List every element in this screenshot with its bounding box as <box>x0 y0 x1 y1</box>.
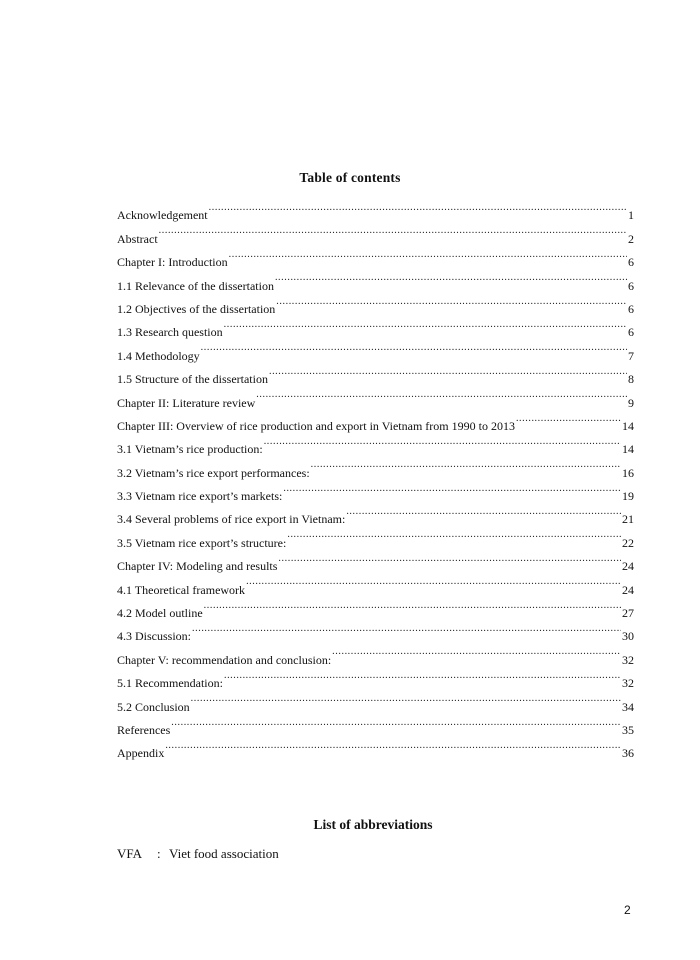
toc-entry-label: References <box>117 722 171 737</box>
toc-entry-label: Chapter IV: Modeling and results <box>117 559 278 574</box>
toc-entry[interactable] <box>117 711 634 737</box>
toc-entry-page: 14 <box>622 418 634 433</box>
toc-entry[interactable] <box>117 687 634 714</box>
toc-entry-page: 34 <box>622 699 634 714</box>
toc-entry[interactable] <box>117 734 634 761</box>
page-number: 2 <box>624 903 631 917</box>
toc-entry-label: 3.1 Vietnam’s rice production: <box>117 442 263 457</box>
toc-entry-label: 5.1 Recommendation: <box>117 676 223 691</box>
toc-entry-page: 27 <box>622 606 634 621</box>
abbreviation-item <box>117 846 279 862</box>
abbreviation-separator: : <box>157 846 161 861</box>
toc-entry-page: 36 <box>622 746 634 761</box>
toc-entry-page: 8 <box>628 372 634 387</box>
toc-dot-leader <box>171 711 621 734</box>
toc-entry-label: Chapter V: recommendation and conclusion: <box>117 652 332 667</box>
toc-entry-page: 24 <box>622 582 634 597</box>
toc-entry[interactable] <box>117 640 634 667</box>
toc-entry-page: 24 <box>622 559 634 574</box>
toc-entry-page: 7 <box>628 348 634 363</box>
toc-entry-page: 21 <box>622 512 634 527</box>
toc-entry-page: 6 <box>628 301 634 316</box>
toc-entry-label: Chapter II: Literature review <box>117 395 256 410</box>
toc-dot-leader <box>264 430 621 453</box>
toc-entry-label: 1.5 Structure of the dissertation <box>117 372 268 387</box>
toc-entry-page: 6 <box>628 325 634 340</box>
toc-dot-leader <box>516 407 621 430</box>
toc-dot-leader <box>201 336 627 359</box>
toc-entry-label: Appendix <box>117 746 165 761</box>
toc-entry[interactable] <box>117 219 634 246</box>
abbreviations-title: List of abbreviations <box>313 817 433 832</box>
toc-entry-label: 4.2 Model outline <box>117 606 203 621</box>
toc-entry-page: 32 <box>622 676 634 691</box>
toc-entry-label: Chapter III: Overview of rice production and export in Vietnam from 1990 to 2013 <box>117 418 515 433</box>
toc-entry-page: 2 <box>628 231 634 246</box>
toc-entry[interactable] <box>117 243 634 270</box>
toc-entry-label: 3.5 Vietnam rice export’s structure: <box>117 535 287 550</box>
toc-dot-leader <box>246 570 621 593</box>
toc-dot-leader <box>283 477 621 500</box>
toc-dot-leader <box>276 290 627 313</box>
toc-entry-page: 9 <box>628 395 634 410</box>
toc-entry[interactable] <box>117 196 634 223</box>
toc-dot-leader <box>224 313 627 336</box>
toc-entry-page: 19 <box>622 489 634 504</box>
toc-entry-label: Acknowledgement <box>117 208 208 223</box>
toc-entry-page: 32 <box>622 652 634 667</box>
toc-dot-leader <box>275 266 627 289</box>
toc-dot-leader <box>287 523 621 546</box>
toc-dot-leader <box>346 500 621 523</box>
toc-dot-leader <box>269 360 627 383</box>
toc-dot-leader <box>311 453 621 476</box>
toc-dot-leader <box>192 617 621 640</box>
toc-entry-label: 1.3 Research question <box>117 325 223 340</box>
toc-dot-leader <box>204 594 621 617</box>
toc-entry-label: 1.2 Objectives of the dissertation <box>117 301 276 316</box>
toc-entry-page: 6 <box>628 255 634 270</box>
toc-dot-leader <box>209 196 627 219</box>
toc-entry-page: 22 <box>622 535 634 550</box>
abbreviation-code: VFA <box>117 846 143 861</box>
toc-entry-label: 3.2 Vietnam’s rice export performances: <box>117 465 310 480</box>
toc-entry-label: Abstract <box>117 231 158 246</box>
toc-list <box>117 196 634 761</box>
toc-dot-leader <box>224 664 621 687</box>
toc-entry-page: 30 <box>622 629 634 644</box>
toc-dot-leader <box>278 547 621 570</box>
toc-dot-leader <box>165 734 621 757</box>
toc-title: Table of contents <box>299 170 401 185</box>
toc-entry-label: 3.4 Several problems of rice export in Vietnam: <box>117 512 346 527</box>
toc-dot-leader <box>159 219 627 242</box>
toc-entry-page: 35 <box>622 722 634 737</box>
toc-entry-page: 6 <box>628 278 634 293</box>
toc-entry-label: 5.2 Conclusion <box>117 699 190 714</box>
toc-entry[interactable] <box>117 617 634 644</box>
toc-dot-leader <box>229 243 627 266</box>
toc-entry-label: 3.3 Vietnam rice export’s markets: <box>117 489 283 504</box>
toc-entry-label: Chapter I: Introduction <box>117 255 228 270</box>
toc-entry-label: 4.3 Discussion: <box>117 629 192 644</box>
toc-dot-leader <box>332 640 621 663</box>
toc-dot-leader <box>191 687 621 710</box>
toc-entry-page: 14 <box>622 442 634 457</box>
abbreviation-meaning: Viet food association <box>169 846 279 861</box>
toc-entry-page: 16 <box>622 465 634 480</box>
toc-dot-leader <box>256 383 627 406</box>
toc-entry-label: 4.1 Theoretical framework <box>117 582 246 597</box>
toc-entry-page: 1 <box>628 208 634 223</box>
toc-entry-label: 1.4 Methodology <box>117 348 200 363</box>
toc-entry-label: 1.1 Relevance of the dissertation <box>117 278 274 293</box>
